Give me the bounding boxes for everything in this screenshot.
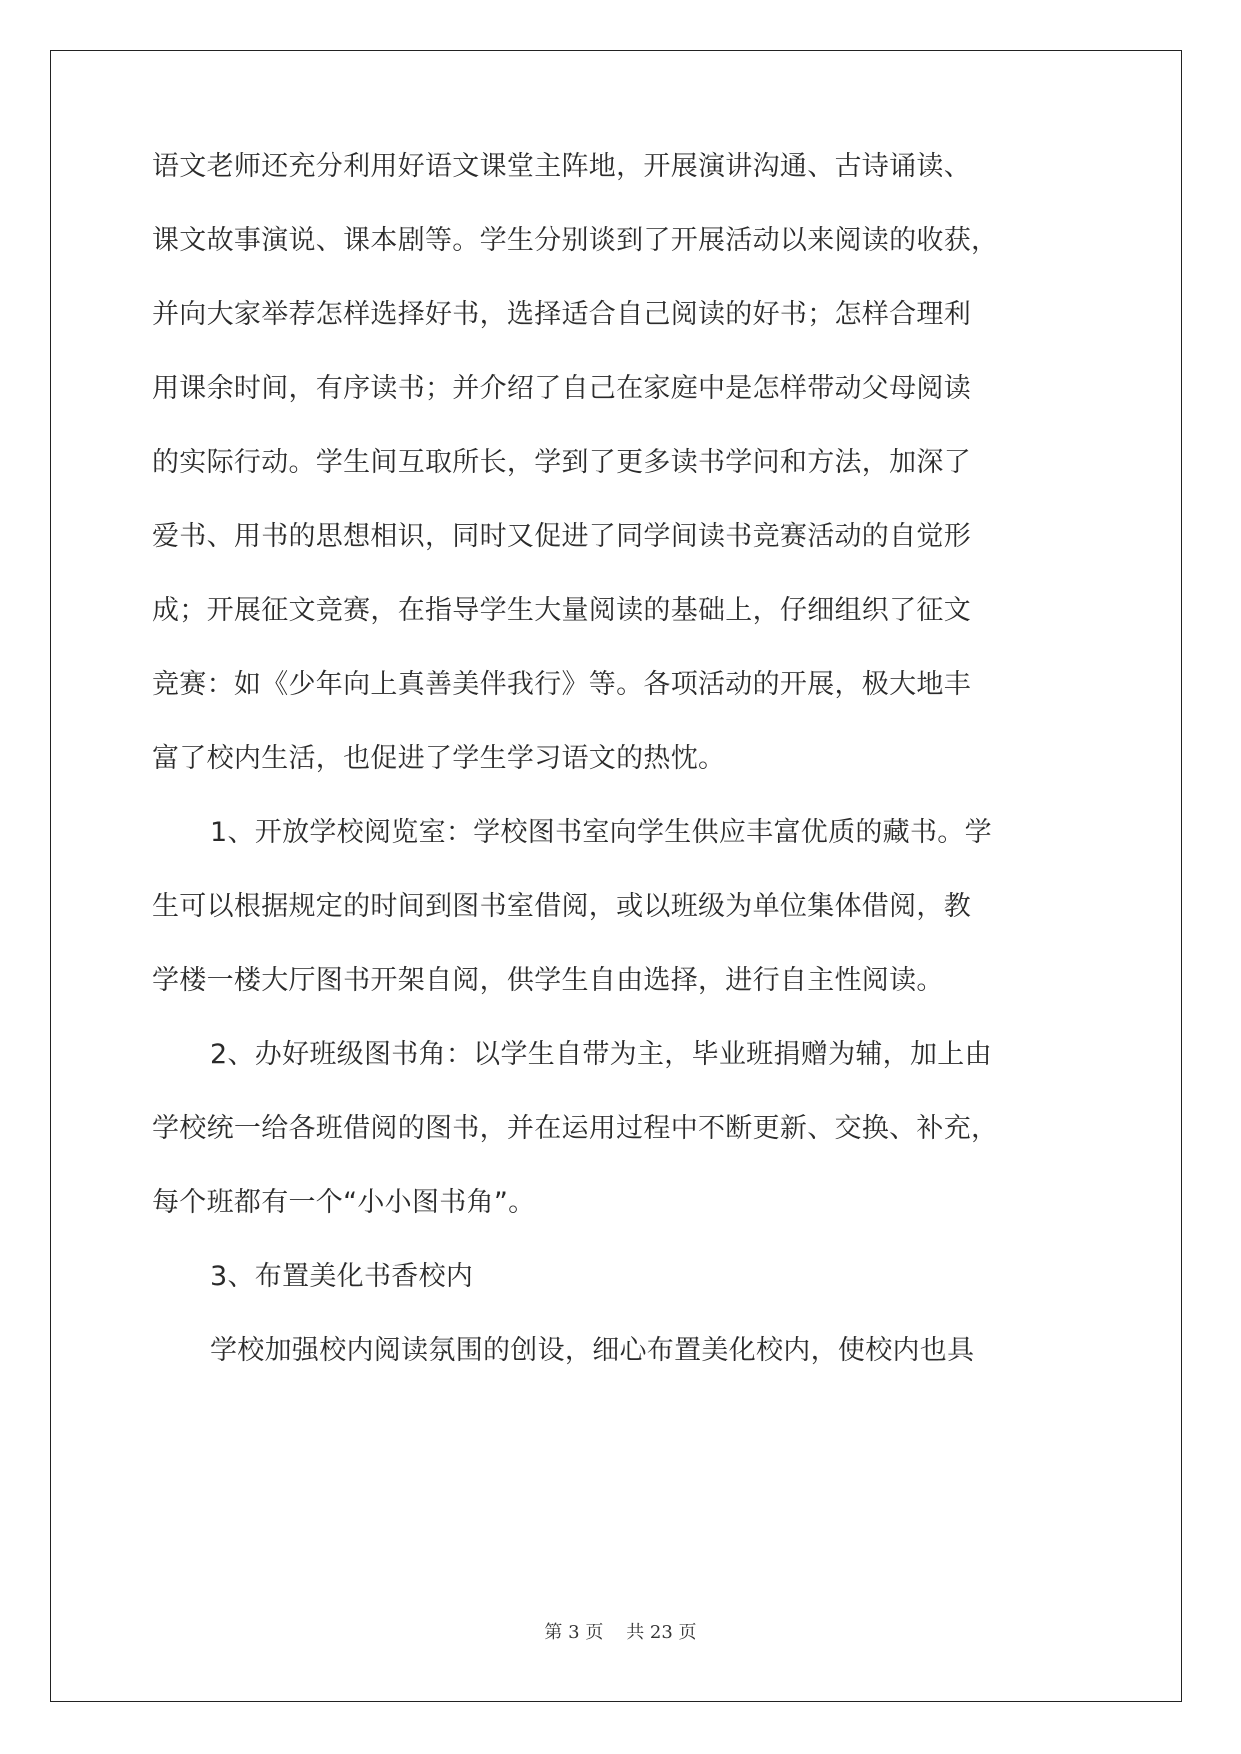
text-line: 的实际行动。学生间互取所长，学到了更多读书学问和方法，加深了 xyxy=(152,447,971,478)
text-line: 学校加强校内阅读氛围的创设，细心布置美化校内，使校内也具 xyxy=(210,1335,975,1366)
page-number: 第 3 页 共 23 页 xyxy=(544,1622,697,1643)
text-line: 学楼一楼大厅图书开架自阅，供学生自由选择，进行自主性阅读。 xyxy=(152,965,944,996)
text-line: 1、开放学校阅览室：学校图书室向学生供应丰富优质的藏书。学 xyxy=(210,817,992,848)
text-line: 学校统一给各班借阅的图书，并在运用过程中不断更新、交换、补充， xyxy=(152,1113,999,1144)
text-line: 用课余时间，有序读书；并介绍了自己在家庭中是怎样带动父母阅读 xyxy=(152,373,971,404)
text-line: 生可以根据规定的时间到图书室借阅，或以班级为单位集体借阅，教 xyxy=(152,891,971,922)
text-line: 爱书、用书的思想相识，同时又促进了同学间读书竞赛活动的自觉形 xyxy=(152,521,971,552)
section-heading: 3、布置美化书香校内 xyxy=(210,1261,474,1292)
page-footer xyxy=(0,1618,1241,1644)
text-line: 课文故事演说、课本剧等。学生分别谈到了开展活动以来阅读的收获， xyxy=(152,225,999,256)
text-line: 语文老师还充分利用好语文课堂主阵地，开展演讲沟通、古诗诵读、 xyxy=(152,151,971,182)
text-line: 富了校内生活，也促进了学生学习语文的热忱。 xyxy=(152,743,726,774)
text-line: 竞赛：如《少年向上真善美伴我行》等。各项活动的开展，极大地丰 xyxy=(152,669,971,700)
text-line: 成；开展征文竞赛，在指导学生大量阅读的基础上，仔细组织了征文 xyxy=(152,595,971,626)
text-line: 2、办好班级图书角：以学生自带为主，毕业班捐赠为辅，加上由 xyxy=(210,1039,992,1070)
text-line: 每个班都有一个“小小图书角”。 xyxy=(152,1187,536,1218)
text-line: 并向大家举荐怎样选择好书，选择适合自己阅读的好书；怎样合理利 xyxy=(152,299,971,330)
